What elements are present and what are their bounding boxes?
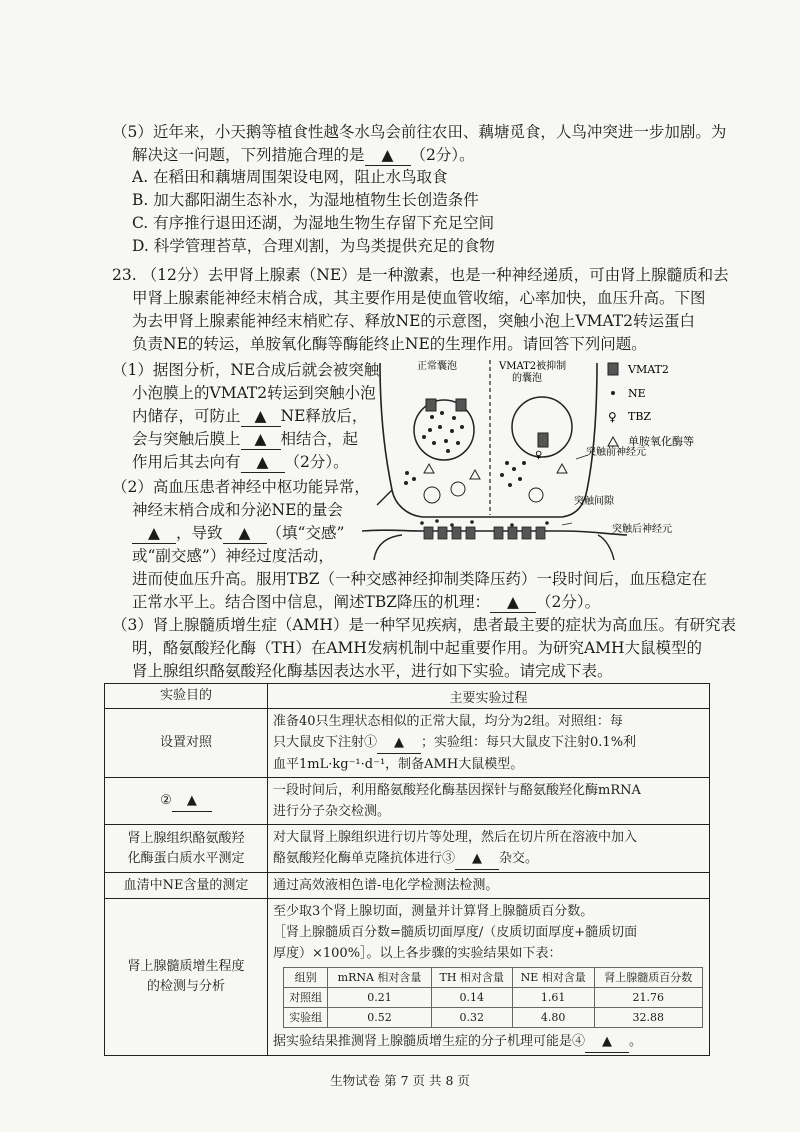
q23-p2-line4: 或“副交感”）神经过度活动， — [132, 547, 334, 565]
table-header-row — [105, 684, 710, 709]
row5-text: 厚度）×100%］。以上各步骤的实验结果如下表： — [273, 946, 562, 961]
row1-process — [268, 709, 710, 778]
legend-vmat2-icon — [608, 363, 618, 375]
q23-p2-text: （2分）。 — [536, 593, 601, 611]
header-purpose: 实验目的 — [105, 684, 268, 709]
q23-p3-line2: 明，酪氨酸羟化酶（TH）在AMH发病机制中起重要作用。为研究AMH大鼠模型的 — [132, 639, 703, 657]
row5-text: ［肾上腺髓质百分数=髓质切面厚度/（皮质切面厚度+髓质切面 — [273, 925, 638, 940]
results-table — [283, 967, 703, 1028]
q23-p1-text: 相结合，起 — [280, 430, 359, 448]
q23-p1-text: （2分）。 — [284, 453, 349, 471]
row5-conclusion — [273, 1031, 704, 1053]
q23-p2-line6 — [132, 592, 600, 613]
q5-answer-blank: ▲ — [365, 145, 411, 166]
row1-text-line2 — [273, 732, 704, 754]
inhibited-vesicle — [512, 397, 572, 457]
mao-icons — [424, 464, 567, 479]
legend-mao: 单胺氧化酶等 — [628, 435, 694, 448]
q23-intro-3: 为去甲肾上腺素能神经末梢贮存、释放NE的示意图，突触小泡上VMAT2转运蛋白 — [132, 312, 695, 330]
row3-text: 对大鼠肾上腺组织进行切片等处理，然后在切片所在溶液中加入 — [273, 830, 638, 845]
row3-process — [268, 825, 710, 873]
q23-p1-text: 会与突触后膜上 — [132, 430, 241, 448]
row4-purpose: 血清中NE含量的测定 — [105, 873, 268, 899]
q5-option-b: B. 加大鄱阳湖生态补水，为湿地植物生长创造条件 — [132, 191, 479, 209]
q23-p2-line5: 进而使血压升高。服用TBZ（一种交感神经抑制类降压药）一段时间后，血压稳定在 — [132, 570, 708, 588]
row3-purpose-text: 化酶蛋白质水平测定 — [127, 850, 245, 866]
q23-p1-text: 内储存，可防止 — [132, 407, 241, 425]
results-cell: 0.32 — [431, 1008, 512, 1028]
normal-vesicle-label: 正常囊泡 — [417, 361, 457, 372]
ne-dots-in-vesicle — [422, 411, 464, 453]
q23-p2-text: 正常水平上。结合图中信息，阐述TBZ降压的机理： — [132, 593, 491, 611]
row3-text: 杂交。 — [499, 851, 539, 866]
results-row — [284, 1008, 703, 1028]
row2-purpose — [105, 778, 268, 825]
results-cell: 实验组 — [284, 1008, 328, 1028]
row5-text: 。 — [629, 1034, 643, 1049]
results-header: NE 相对含量 — [512, 968, 594, 988]
results-header-row — [284, 968, 703, 988]
q23-intro-4: 负责NE的转运，单胺氧化酶等酶能终止NE的生理作用。请回答下列问题。 — [132, 335, 647, 353]
blank-1: ▲ — [377, 732, 421, 754]
q23-p3-line3: 肾上腺组织酪氨酸羟化酶基因表达水平，进行如下实验。请完成下表。 — [132, 662, 613, 680]
blank-3: ▲ — [455, 848, 499, 870]
q23-p2-blank1: ▲ — [132, 523, 176, 544]
fusing-vesicle — [424, 487, 440, 503]
page-footer: 生物试卷 第 7 页 共 8 页 — [330, 1073, 470, 1088]
fusing-vesicle — [529, 488, 543, 502]
legend-ne: NE — [628, 387, 646, 400]
q23-p2-text: ，导致 — [176, 524, 223, 542]
q5-stem: 解决这一问题，下列措施合理的是 — [132, 146, 365, 164]
q23-intro-1: 23. （12分）去甲肾上腺素（NE）是一种激素，也是一种神经递质，可由肾上腺髓质和去 — [112, 266, 729, 284]
row5-text: 据实验结果推测肾上腺髓质增生症的分子机理可能是④ — [273, 1034, 586, 1049]
presynaptic-membrane — [380, 363, 597, 517]
row2-circle-label: ② — [160, 792, 172, 808]
results-row — [284, 988, 703, 1008]
table-row — [105, 825, 710, 873]
q5-option-d: D. 科学管理苔草，合理刈割，为鸟类提供充足的食物 — [132, 237, 495, 255]
results-header: 肾上腺髓质百分数 — [594, 968, 702, 988]
row3-text-line2 — [273, 848, 704, 870]
row1-purpose: 设置对照 — [105, 709, 268, 778]
tbz-icon: ♀ — [535, 450, 543, 461]
results-cell: 32.88 — [594, 1008, 702, 1028]
table-row — [105, 709, 710, 778]
row2-process — [268, 778, 710, 825]
row5-purpose — [105, 899, 268, 1056]
vmat2-icon — [456, 399, 466, 411]
q23-p1-line1: （1）据图分析，NE合成后就会被突触 — [112, 361, 380, 379]
vmat2-icon — [538, 433, 548, 447]
q23-p2-text: （填“交感” — [266, 524, 345, 542]
results-cell: 0.14 — [431, 988, 512, 1008]
legend-mao-icon — [608, 437, 618, 446]
row1-text: ；实验组：每只大鼠皮下注射0.1%利 — [421, 735, 637, 750]
q5-option-a: A. 在稻田和藕塘周围架设电网，阻止水鸟取食 — [132, 168, 448, 186]
ne-receptors — [424, 527, 545, 539]
q23-p1-text: NE释放后， — [280, 407, 368, 425]
legend-tbz-icon: ♀ — [608, 410, 617, 424]
q23-p1-line5 — [132, 452, 349, 473]
experiment-table — [104, 683, 710, 1056]
legend-tbz: TBZ — [628, 410, 652, 423]
row5-process — [268, 899, 710, 1056]
synapse-diagram — [362, 355, 717, 560]
results-header: TH 相对含量 — [431, 968, 512, 988]
results-header: 组别 — [284, 968, 328, 988]
ne-dots-cytoplasm — [404, 461, 526, 487]
fusing-vesicle — [451, 482, 465, 496]
row5-purpose-text: 的检测与分析 — [146, 979, 225, 994]
q23-intro-2: 甲肾上腺素能神经末梢合成，其主要作用是使血管收缩，心率加快，血压升高。下图 — [132, 289, 706, 307]
results-cell: 对照组 — [284, 988, 328, 1008]
q23-p2-blank3: ▲ — [490, 592, 536, 613]
table-row — [105, 778, 710, 825]
q5-line2 — [132, 145, 475, 166]
results-cell: 0.52 — [328, 1008, 432, 1028]
results-cell: 4.80 — [512, 1008, 594, 1028]
table-row — [105, 899, 710, 1056]
row1-text: 准备40只生理状态相似的正常大鼠，均分为2组。对照组：每 — [273, 714, 623, 729]
q23-p1-text: 作用后其去向有 — [132, 453, 241, 471]
vmat2-icon — [426, 399, 436, 411]
table-row — [105, 873, 710, 899]
row3-purpose — [105, 825, 268, 873]
blank-4: ▲ — [585, 1031, 629, 1053]
presynaptic-label: 突触前神经元 — [586, 447, 646, 458]
results-cell: 21.76 — [594, 988, 702, 1008]
inhibited-vesicle-label-2: 的囊泡 — [512, 373, 542, 384]
row3-purpose-text: 肾上腺组织酪氨酸羟 — [127, 830, 245, 846]
q5-points: （2分）。 — [410, 146, 475, 164]
inhibited-vesicle-label-1: VMAT2被抑制 — [499, 361, 567, 372]
q5-line1: （5）近年来，小天鹅等植食性越冬水鸟会前往农田、藕塘觅食，人鸟冲突进一步加剧。为 — [112, 123, 727, 141]
q23-p1-blank2: ▲ — [241, 429, 281, 450]
row2-text: 一段时间后，利用酪氨酸羟化酶基因探针与酪氨酸羟化酶mRNA — [273, 783, 641, 798]
q23-p1-line2: 小泡膜上的VMAT2转运到突触小泡 — [132, 384, 376, 402]
q23-p1-line3 — [132, 406, 367, 427]
q23-p2-blank2: ▲ — [223, 523, 267, 544]
q23-p2-line1: （2）高血压患者神经中枢功能异常， — [112, 478, 370, 496]
row1-text: 只大鼠皮下注射① — [273, 735, 378, 750]
header-process: 主要实验过程 — [268, 684, 710, 709]
q23-p3-line1: （3）肾上腺髓质增生症（AMH）是一种罕见疾病，患者最主要的症状为高血压。有研究表 — [112, 616, 736, 634]
row5-purpose-text: 肾上腺髓质增生程度 — [127, 959, 245, 974]
q23-p1-line4 — [132, 429, 358, 450]
cleft-label: 突触间隙 — [574, 496, 614, 507]
row1-text: 血平1mL·kg⁻¹·d⁻¹，制备AMH大鼠模型。 — [273, 757, 524, 772]
q23-p2-line2: 神经末梢合成和分泌NE的量会 — [132, 501, 343, 519]
row3-text: 酪氨酸羟化酶单克隆抗体进行③ — [273, 851, 456, 866]
results-cell: 0.21 — [328, 988, 432, 1008]
blank-2: ▲ — [172, 791, 212, 812]
row4-process: 通过高效液相色谱-电化学检测法检测。 — [268, 873, 710, 899]
legend-vmat2: VMAT2 — [628, 363, 669, 376]
row2-text: 进行分子杂交检测。 — [273, 804, 391, 819]
q5-option-c: C. 有序推行退田还湖，为湿地生物生存留下充足空间 — [132, 214, 495, 232]
results-cell: 1.61 — [512, 988, 594, 1008]
results-header: mRNA 相对含量 — [328, 968, 432, 988]
postsynaptic-label: 突触后神经元 — [612, 524, 672, 535]
q23-p2-line3 — [132, 523, 344, 544]
ne-dots-cleft — [420, 519, 549, 527]
legend-ne-icon — [611, 391, 615, 395]
row5-text: 至少取3个肾上腺切面，测量并计算肾上腺髓质百分数。 — [273, 904, 594, 919]
q23-p1-blank1: ▲ — [241, 406, 281, 427]
q23-p1-blank3: ▲ — [241, 452, 285, 473]
